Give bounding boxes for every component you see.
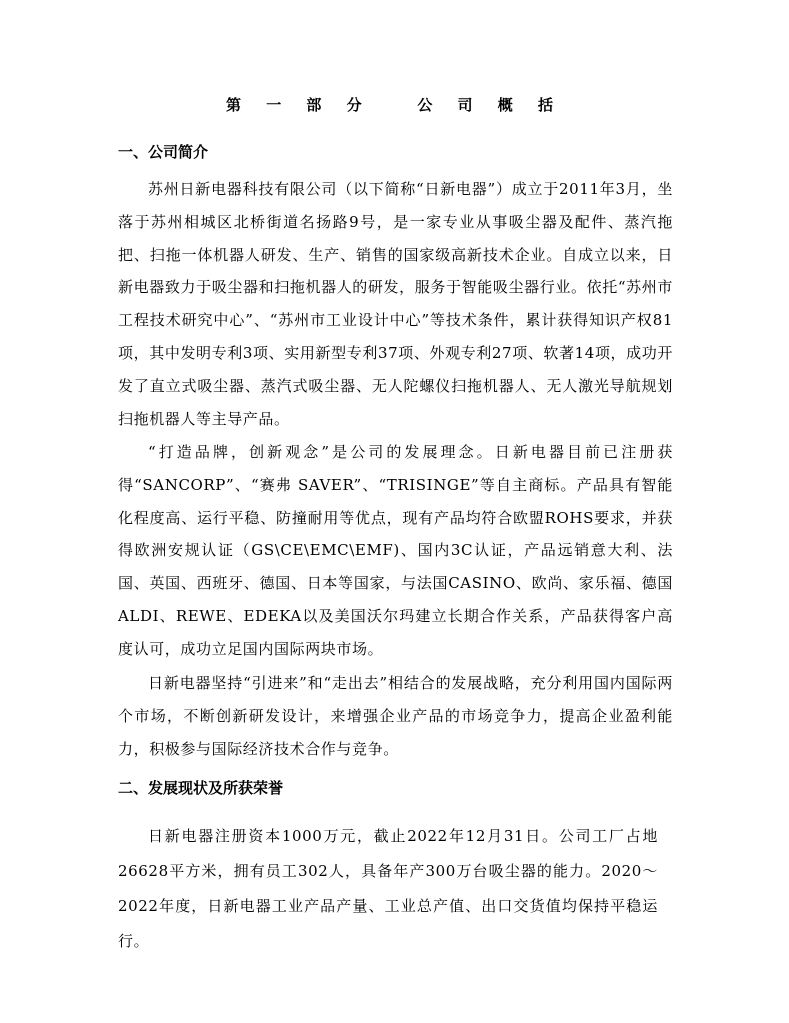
section-heading-company-intro: 一、公司简介 (118, 143, 209, 161)
paragraph-brand-and-markets: “打造品牌，创新观念”是公司的发展理念。日新电器目前已注册获得“SANCORP”、“赛弗 SAVER”、“TRISINGE”等自主商标。产品具有智能化程度高、运行平稳、防撞耐用等优点，现有产品均符合欧盟ROHS要求，并获得欧洲安规认证（GS\CE\EMC\EMF)、国内3C认证，产品远销意大利、法国、英国、西班牙、德国、日本等国家，与法国CASINO、欧尚、家乐福、德国ALDI、REWE、EDEKA以及美国沃尔玛建立长期合作关系，产品获得客户高度认可，成功立足国内国际两块市场。 (118, 443, 673, 658)
paragraph-development-strategy: 日新电器坚持“引进来”和“走出去”相结合的发展战略，充分利用国内国际两个市场，不断创新研发设计，来增强企业产品的市场竞争力，提高企业盈利能力，积极参与国际经济技术合作与竞争。 (118, 674, 673, 758)
paragraph-current-status: 日新电器注册资本1000万元，截止2022年12月31日。公司工厂占地26628平方米，拥有员工302人，具备年产300万台吸尘器的能力。2020～2022年度，日新电器工业产品产量、工业总产值、出口交货值均保持平稳运行。 (118, 827, 658, 950)
section-heading-status-and-honors: 二、发展现状及所获荣誉 (118, 779, 284, 797)
paragraph-company-overview: 苏州日新电器科技有限公司（以下简称“日新电器”）成立于2011年3月，坐落于苏州相城区北桥街道名扬路9号，是一家专业从事吸尘器及配件、蒸汽拖把、扫拖一体机器人研发、生产、销售的国家级高新技术企业。自成立以来，日新电器致力于吸尘器和扫拖机器人的研发，服务于智能吸尘器行业。依托“苏州市工程技术研究中心”、“苏州市工业设计中心”等技术条件，累计获得知识产权81项，其中发明专利3项、实用新型专利37项、外观专利27项、软著14项，成功开发了直立式吸尘器、蒸汽式吸尘器、无人陀螺仪扫拖机器人、无人激光导航规划扫拖机器人等主导产品。 (118, 180, 673, 428)
chapter-title: 第 一 部 分 公 司 概 括 (225, 96, 563, 114)
